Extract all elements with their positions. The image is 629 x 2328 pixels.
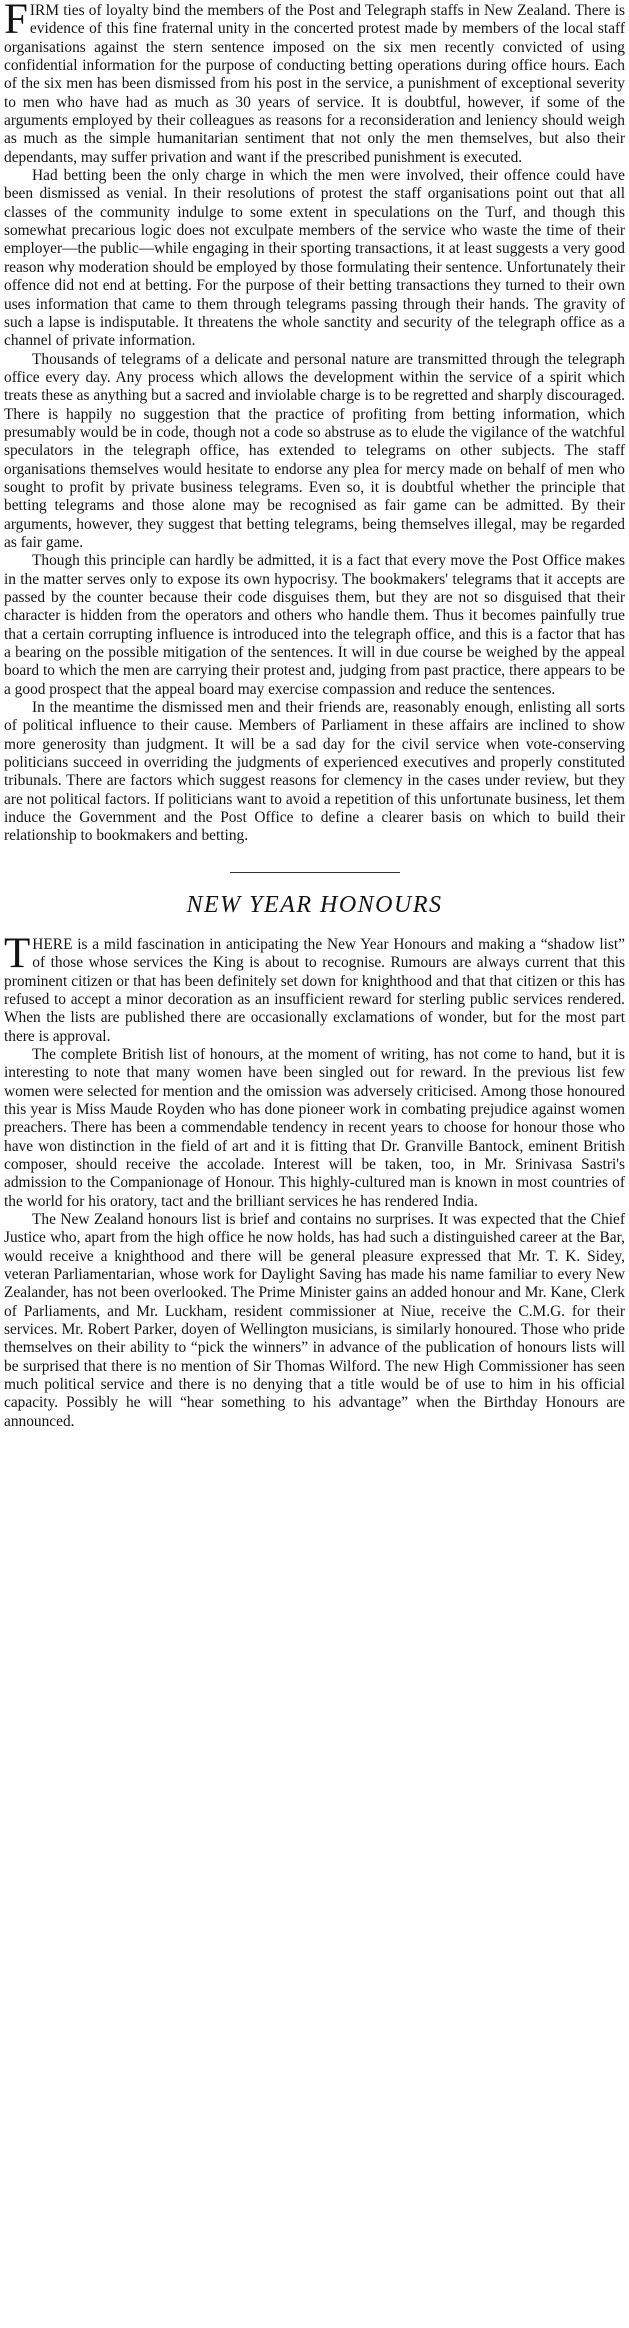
paragraph-2: Had betting been the only charge in which the men were involved, their offence could have been dismissed as venial. In their resolutions of protest the staff organisations point out that all classes of the community indulge to some extent in speculations on the Turf, and though this somewhat precarious logic does not exculpate members of the service who waste the time of their employer—the public—while engaging in their sporting transactions, it at least suggests a very good reason why moderation should be employed by those formulating their sentence. Unfortunately their offence did not end at betting. For the purpose of their betting transactions they turned to their own uses information that came to them through telegrams passing through their hands. The gravity of such a lapse is indisputable. It threatens the whole sanctity and security of the telegraph office as a channel of private information. — [4, 167, 625, 350]
article-post-telegraph-staffs — [4, 2, 625, 846]
paragraph-3: The New Zealand honours list is brief and contains no surprises. It was expected that the Chief Justice who, apart from the high office he now holds, has had such a distinguished career at the Bar, would receive a knighthood and there will be general pleasure expressed that Mr. T. K. Sidey, veteran Parliamentarian, whose work for Daylight Saving has made his name familiar to every New Zealander, has not been overlooked. The Prime Minister gains an added honour and Mr. Kane, Clerk of Parliaments, and Mr. Luckham, resident commissioner at Niue, receive the C.M.G. for their services. Mr. Robert Parker, doyen of Wellington musicians, is similarly honoured. Those who pride themselves on their ability to “pick the winners” in advance of the publication of honours lists will be surprised that there is no mention of Sir Thomas Wilford. The new High Commissioner has seen much political service and there is no denying that a title would be of use to him in his official capacity. Possibly he will “hear something to his advantage” when the Birthday Honours are announced. — [4, 1210, 625, 1430]
paragraph-1-text: HERE is a mild fascination in anticipating the New Year Honours and making a “shadow list” of those whose services the King is about to recognise. Rumours are always current that this prominent citizen or that has been definitely set down for knighthood and that that citizen or this has refused to accept a minor decoration as an insufficient reward for sterling public services rendered. When the lists are published there are occasionally exclamations of wonder, but for the most part there is approval. — [4, 935, 625, 1045]
drop-cap-letter: T — [4, 929, 31, 977]
paragraph-1 — [4, 2, 625, 167]
paragraph-4: Though this principle can hardly be admitted, it is a fact that every move the Post Office makes in the matter serves only to expose its own hypocrisy. The bookmakers' telegrams that it accepts are passed by the counter because their code disguises them, but they are not so disguised that their character is hidden from the operators and others who handle them. Thus it becomes painfully true that a certain corrupting influence is introduced into the telegraph office, and this is a factor that has a bearing on the possible mitigation of the sentences. It will in due course be weighed by the appeal board to which the men are carrying their protest and, judging from past practice, there appears to be a good prospect that the appeal board may exercise compassion and reduce the sentences. — [4, 552, 625, 698]
paragraph-2: The complete British list of honours, at the moment of writing, has not come to hand, but it is interesting to note that many women have been singled out for reward. In the previous list few women were selected for mention and the omission was adversely criticised. Among those honoured this year is Miss Maude Royden who has done pioneer work in combating prejudice against women preachers. There has been a commendable tendency in recent years to choose for honour those who have won distinction in the field of art and it is fitting that Dr. Granville Bantock, eminent British composer, should receive the accolade. Interest will be taken, too, in Mr. Srinivasa Sastri's admission to the Companionage of Honour. This highly-cultured man is known in most countries of the world for his oratory, tact and the brilliant services he has rendered India. — [4, 1045, 625, 1210]
article-heading: NEW YEAR HONOURS — [186, 891, 443, 918]
paragraph-3: Thousands of telegrams of a delicate and personal nature are transmitted through the telegraph office every day. Any process which allows the development within the service of a spirit which treats these as anything but a sacred and inviolable charge is to be regretted and sharply discouraged. There is happily no suggestion that the practice of profiting from betting information, which presumably would be in code, though not a code so abstruse as to elude the vigilance of the watchful speculators in the telegraph office, has extended to telegrams on other subjects. The staff organisations themselves would hesitate to endorse any plea for mercy made on behalf of men who sought to profit by private business telegrams. Even so, it is doubtful whether the principle that betting telegrams and those alone may be recognised as fair game can be admitted. By their arguments, however, they suggest that betting telegrams, being themselves illegal, may be regarded as fair game. — [4, 350, 625, 551]
drop-cap-letter: F — [4, 0, 28, 43]
paragraph-5: In the meantime the dismissed men and their friends are, reasonably enough, enlisting all sorts of political influence to their cause. Members of Parliament in these affairs are inclined to show more generosity than judgment. It will be a sad day for the civil service when vote-conserving politicians succeed in overriding the judgments of experienced executives and properly constituted tribunals. There are factors which suggest reasons for clemency in the cases under review, but they are not political factors. If politicians want to avoid a repetition of this unfortunate business, let them induce the Government and the Post Office to define a clearer basis on which to build their relationship to bookmakers and betting. — [4, 699, 625, 845]
paragraph-1-text: IRM ties of loyalty bind the members of the Post and Telegraph staffs in New Zealand. There is evidence of this fine fraternal unity in the concerted protest made by members of the local staff organisations against the stern sentence imposed on the six men recently convicted of using confidential information for the purpose of conducting betting operations during office hours. Each of the six men has been dismissed from his post in the service, a punishment of exceptional severity to men who have had as much as 30 years of service. It is doubtful, however, if some of the arguments employed by their colleagues as reasons for a reconsideration and leniency should weigh as much as the simple humanitarian sentiment that not only the men themselves, but also their dependants, may suffer privation and want if the prescribed punishment is executed. — [4, 2, 625, 166]
paragraph-1 — [4, 929, 625, 1046]
section-divider-rule — [230, 872, 400, 873]
article-new-year-honours — [4, 891, 625, 1431]
